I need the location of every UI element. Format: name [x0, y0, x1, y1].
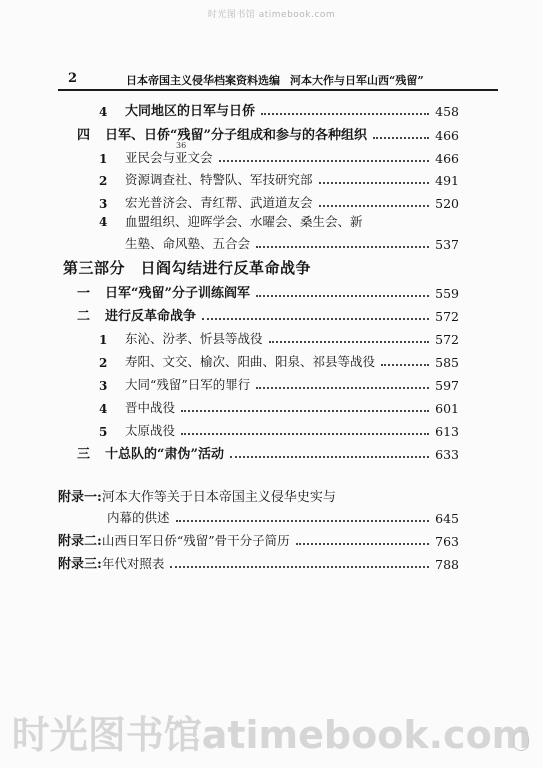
- toc-entry-4-xuemeng-line2[interactable]: [125, 230, 459, 252]
- appendix-page: 645: [435, 511, 459, 526]
- site-header: 时光图书馆 atimebook.com: [207, 10, 336, 20]
- toc-entry-1-yaminhui[interactable]: [99, 144, 459, 166]
- book-title: 日本帝国主义侵华档案资料选编: [126, 74, 280, 87]
- toc-entry-page: 601: [435, 401, 459, 416]
- leader-dots: [261, 112, 429, 115]
- leader-dots: [296, 542, 430, 545]
- toc-entry-title: 大同地区的日军与日侨: [125, 104, 256, 119]
- leader-dots: [256, 386, 429, 389]
- appendix-title: 河本大作等关于日本帝国主义侵华史实与: [101, 490, 336, 505]
- leader-dots: [181, 432, 429, 435]
- appendix-label: 附录一:: [58, 490, 102, 505]
- toc-entry-number: 3: [99, 379, 108, 393]
- leader-dots: [219, 159, 430, 162]
- toc-entry-number: 4: [99, 215, 108, 229]
- toc-entry-4-xuemeng-line1[interactable]: [99, 212, 363, 230]
- toc-entry-number: 1: [99, 333, 108, 347]
- toc-entry-title: 东沁、汾孝、忻县等战役: [125, 331, 263, 346]
- toc-entry-number: 二: [77, 309, 91, 324]
- toc-entry-title: 大同“残留”日军的罪行: [125, 377, 251, 392]
- leader-dots: [170, 565, 429, 568]
- toc-entry-page: 572: [435, 332, 459, 347]
- toc-entry-number: 1: [99, 152, 108, 166]
- toc-entry-number: 四: [77, 128, 91, 143]
- toc-entry-title: 进行反革命战争: [105, 309, 197, 324]
- toc-entry-number: 2: [99, 356, 108, 370]
- appendix-1-line2[interactable]: [107, 504, 459, 526]
- part-three-title[interactable]: 第三部分 日阎勾结进行反革命战争: [63, 259, 312, 277]
- toc-entry-1-dongqin[interactable]: [99, 325, 459, 347]
- toc-entry-title-cont: 生塾、命风塾、五合会: [125, 236, 251, 251]
- scan-corner-mark: [513, 731, 529, 751]
- toc-entry-page: 491: [435, 173, 459, 188]
- toc-entry-section-3[interactable]: [77, 440, 459, 462]
- toc-entry-3-hongguang[interactable]: [99, 189, 459, 211]
- leader-dots: [373, 136, 429, 139]
- toc-entry-page: 466: [435, 128, 459, 143]
- toc-entry-page: 458: [435, 104, 459, 119]
- toc-entry-title: 太原战役: [125, 423, 176, 438]
- leader-dots: [176, 519, 430, 522]
- toc-entry-2-shouyang[interactable]: [99, 348, 459, 370]
- toc-entry-page: 466: [435, 151, 459, 166]
- toc-entry-title: 亚民会与亚文会: [125, 150, 213, 165]
- toc-entry-title: 日军“残留”分子训练阎军: [105, 286, 250, 301]
- toc-entry-5-taiyuan[interactable]: [99, 417, 459, 439]
- appendix-title-cont: 内幕的供述: [107, 510, 170, 525]
- appendix-page: 788: [435, 557, 459, 572]
- leader-dots: [181, 409, 429, 412]
- toc-entry-title: 宏光普济会、青红帮、武道道友会: [125, 195, 313, 210]
- appendix-page: 763: [435, 534, 459, 549]
- appendix-label: 附录三:: [58, 557, 102, 572]
- toc-entry-page: 572: [435, 309, 459, 324]
- leader-dots: [269, 340, 430, 343]
- toc-entry-title: 晋中战役: [125, 400, 176, 415]
- toc-entry-section-2[interactable]: [77, 302, 459, 324]
- toc-entry-3-datong-crimes[interactable]: [99, 371, 459, 393]
- leader-dots: [256, 245, 429, 248]
- leader-dots: [202, 317, 429, 320]
- toc-entry-number: 5: [99, 425, 108, 439]
- toc-entry-page: 633: [435, 447, 459, 462]
- appendix-label: 附录二:: [58, 534, 102, 549]
- toc-entry-title: 血盟组织、迎晖学会、水曜会、桑生会、新: [125, 214, 363, 229]
- toc-entry-page: 537: [435, 237, 459, 252]
- toc-entry-number: 三: [77, 447, 91, 462]
- appendix-2[interactable]: [58, 527, 459, 549]
- toc-entry-title: 十总队的“肃伪”活动: [105, 447, 224, 462]
- leader-dots: [256, 294, 429, 297]
- toc-entry-number: 2: [99, 174, 108, 188]
- appendix-title: 山西日军日侨“残留”骨干分子简历: [101, 533, 290, 548]
- handwritten-mark: 36: [176, 141, 187, 150]
- toc-entry-page: 597: [435, 378, 459, 393]
- toc-entry-page: 613: [435, 424, 459, 439]
- book-subtitle: 河本大作与日军山西“残留”: [290, 74, 424, 87]
- page-number: 2: [68, 71, 78, 86]
- toc-entry-4-datong[interactable]: [99, 97, 459, 119]
- leader-dots: [319, 181, 430, 184]
- watermark: 时光图书馆atimebook.com: [11, 713, 532, 757]
- leader-dots: [381, 363, 429, 366]
- appendix-title: 年代对照表: [101, 556, 165, 571]
- toc-entry-title: 日军、日侨“残留”分子组成和参与的各种组织: [105, 128, 367, 143]
- toc-entry-2-ziyuan[interactable]: [99, 166, 459, 188]
- toc-entry-page: 520: [435, 196, 459, 211]
- appendix-3[interactable]: [58, 550, 459, 572]
- appendix-1-line1[interactable]: [58, 486, 336, 505]
- toc-entry-section-1[interactable]: [77, 279, 459, 301]
- toc-entry-number: 4: [99, 105, 108, 119]
- toc-entry-title: 资源调查社、特警队、军技研究部: [125, 172, 313, 187]
- toc-entry-page: 585: [435, 355, 459, 370]
- toc-entry-number: 4: [99, 402, 108, 416]
- toc-entry-section-4[interactable]: [77, 121, 459, 143]
- toc-entry-page: 559: [435, 286, 459, 301]
- leader-dots: [319, 204, 430, 207]
- leader-dots: [230, 455, 429, 458]
- toc-entry-number: 3: [99, 197, 108, 211]
- toc-entry-number: 一: [77, 286, 91, 301]
- toc-entry-title: 寿阳、文交、榆次、阳曲、阳泉、祁县等战役: [125, 354, 376, 369]
- toc-entry-4-jinzhong[interactable]: [99, 394, 459, 416]
